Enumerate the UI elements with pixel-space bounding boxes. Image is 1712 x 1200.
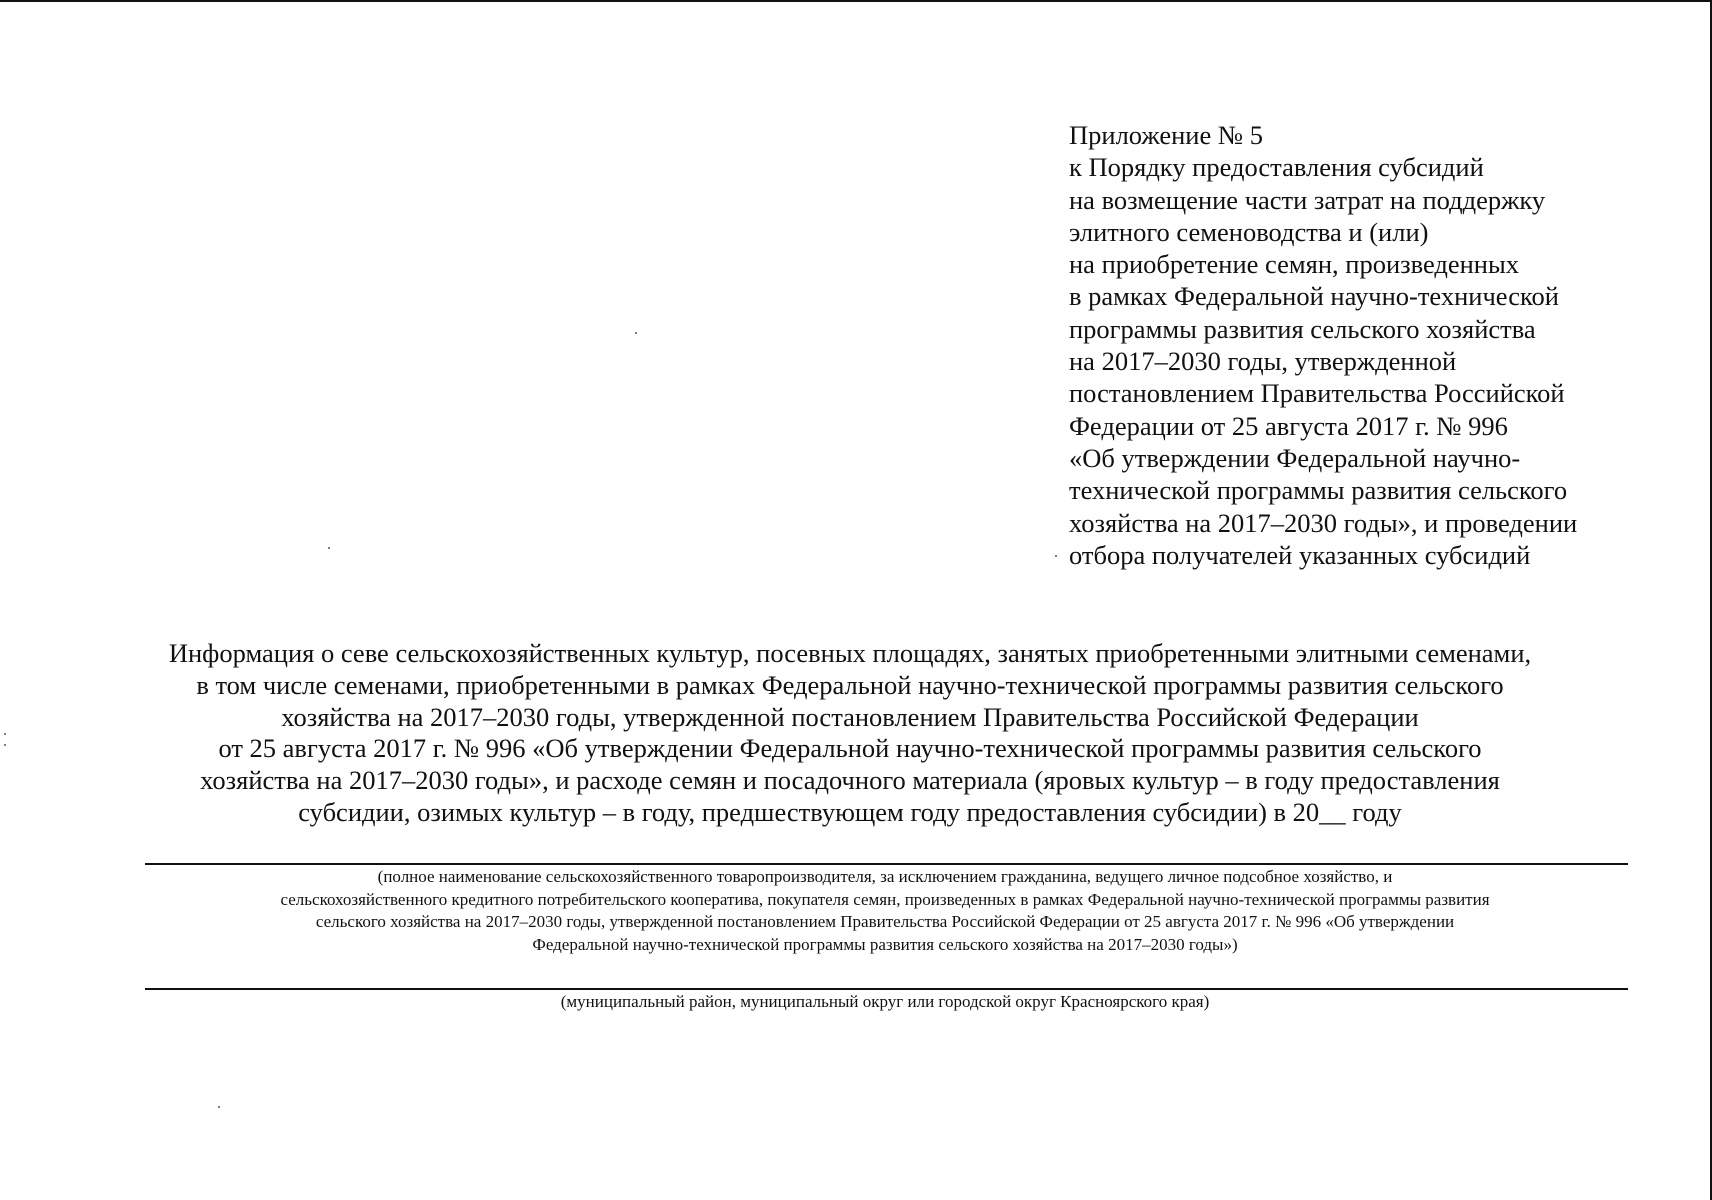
appendix-line: элитного семеноводства и (или) bbox=[1069, 216, 1429, 247]
producer-caption-line: (полное наименование сельскохозяйственного товаропроизводителя, за исключением гражданина, ведущего личное подсобное хозяйство, и bbox=[377, 867, 1393, 886]
scan-speck bbox=[635, 332, 637, 334]
title-line: хозяйства на 2017–2030 годы», и расходе семян и посадочного материала (яровых культур – в году предоставления bbox=[200, 765, 1500, 796]
title-line: хозяйства на 2017–2030 годы, утвержденной постановлением Правительства Российской Федерации bbox=[281, 701, 1419, 732]
appendix-reference-block bbox=[1069, 119, 1669, 571]
scan-speck bbox=[4, 733, 6, 735]
title-line: от 25 августа 2017 г. № 996 «Об утверждении Федеральной научно-технической программы развития сельского bbox=[218, 733, 1482, 764]
appendix-line: Приложение № 5 bbox=[1069, 120, 1264, 150]
district-caption bbox=[140, 991, 1630, 1013]
scan-speck bbox=[328, 547, 330, 549]
appendix-line: Федерации от 25 августа 2017 г. № 996 bbox=[1069, 410, 1508, 441]
producer-caption-line: Федеральной научно-технической программы развития сельского хозяйства на 2017–2030 годы») bbox=[532, 934, 1238, 954]
producer-caption-line: сельскохозяйственного кредитного потребительского кооператива, покупателя семян, произведенных в рамках Федеральной научно-технической программы развития bbox=[280, 889, 1490, 909]
appendix-line: на 2017–2030 годы, утвержденной bbox=[1069, 346, 1457, 377]
district-caption-line: (муниципальный район, муниципальный округ или городской округ Красноярского края) bbox=[560, 992, 1210, 1011]
scan-speck bbox=[1055, 555, 1057, 557]
title-line: Информация о севе сельскохозяйственных культур, посевных площадях, занятых приобретенными элитными семенами, bbox=[168, 638, 1532, 668]
appendix-line: программы развития сельского хозяйства bbox=[1069, 313, 1536, 344]
scan-speck bbox=[218, 1106, 220, 1108]
document-title bbox=[100, 638, 1600, 829]
scan-speck bbox=[4, 744, 6, 746]
appendix-line: технической программы развития сельского bbox=[1069, 475, 1568, 506]
appendix-line: в рамках Федеральной научно-технической bbox=[1069, 281, 1559, 312]
title-line: субсидии, озимых культур – в году, предшествующем году предоставления субсидии) в 20__ году bbox=[298, 796, 1402, 827]
appendix-line: на приобретение семян, произведенных bbox=[1069, 249, 1520, 280]
producer-caption-line: сельского хозяйства на 2017–2030 годы, утвержденной постановлением Правительства Российской Федерации от 25 августа 2017 г. № 996 «Об утверждении bbox=[315, 912, 1455, 931]
appendix-line: «Об утверждении Федеральной научно- bbox=[1069, 442, 1521, 473]
appendix-line: к Порядку предоставления субсидий bbox=[1069, 152, 1484, 183]
producer-name-caption bbox=[140, 866, 1630, 956]
district-fill-line bbox=[145, 988, 1628, 990]
producer-name-fill-line bbox=[145, 863, 1628, 865]
appendix-line: постановлением Правительства Российской bbox=[1069, 378, 1565, 409]
appendix-line: на возмещение части затрат на поддержку bbox=[1069, 184, 1546, 215]
title-line: в том числе семенами, приобретенными в рамках Федеральной научно-технической программы развития сельского bbox=[196, 669, 1504, 700]
appendix-line: хозяйства на 2017–2030 годы», и проведении bbox=[1069, 507, 1578, 538]
appendix-line: отбора получателей указанных субсидий bbox=[1069, 539, 1531, 570]
